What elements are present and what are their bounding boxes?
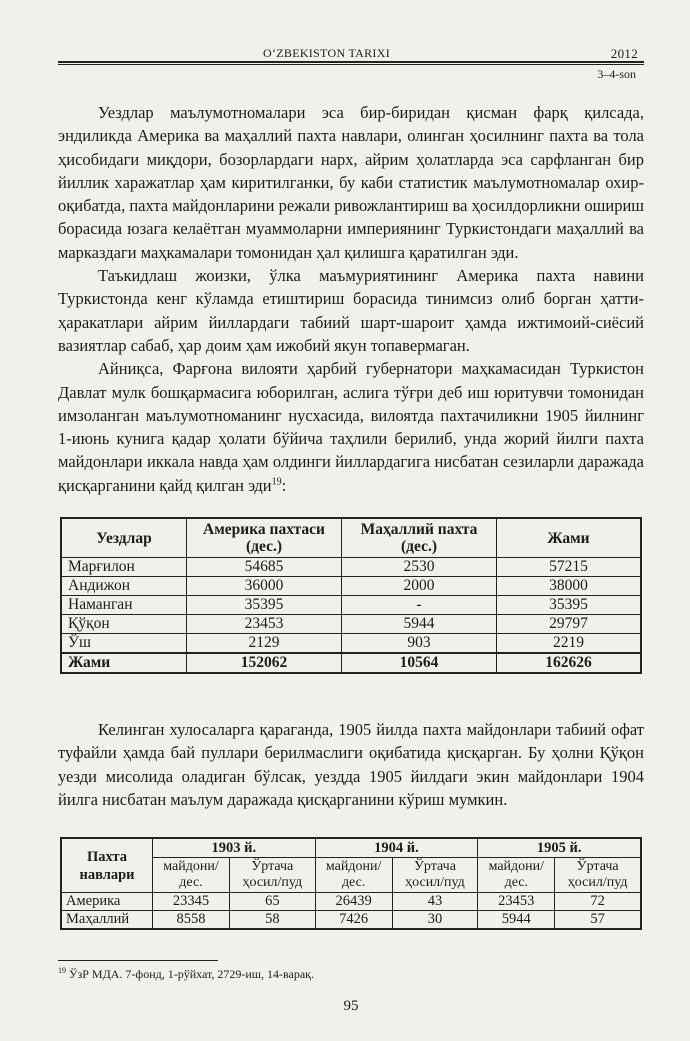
table-cell: 10564 xyxy=(342,653,497,673)
table-row xyxy=(61,577,641,596)
page-number: 95 xyxy=(343,998,359,1014)
table-cell: 43 xyxy=(392,893,478,911)
column-header: Америка пахтаси (дес.) xyxy=(187,518,342,558)
uezd-cotton-table xyxy=(60,517,642,674)
footnote-rule xyxy=(58,960,218,961)
year-header: 1905 й. xyxy=(478,838,641,858)
table-cell: Қўқон xyxy=(61,615,187,634)
table-cell: 903 xyxy=(342,634,497,654)
table-row xyxy=(61,911,641,930)
table-cell: Марғилон xyxy=(61,558,187,577)
table-cell: 72 xyxy=(555,893,641,911)
table-header-row xyxy=(61,518,641,558)
table-cell: 162626 xyxy=(497,653,642,673)
table-cell: 26439 xyxy=(315,893,392,911)
table-cell: 2219 xyxy=(497,634,642,654)
table-cell: 2530 xyxy=(342,558,497,577)
table-cell: 152062 xyxy=(187,653,342,673)
table-cell: 5944 xyxy=(478,911,555,930)
body-text-top xyxy=(58,101,644,497)
paragraph: Уездлар маълумотномалари эса бир-биридан қисман фарқ қилсада, эндиликда Америка ва маҳаллий пахта навлари, олинган ҳосилнинг пахта ва тола ҳисобидаги миқдори, бозорлардаги нарх, айрим ҳолатларда эса сарфланган бир йиллик харажатлар ҳам киритилганки, бу каби статистик маълумотномалар охир-оқибатда, пахта майдонларини режали ривожлантириш ва ҳосилдорликни ошириш борасида юзага келаётган муаммоларни империянинг Туркистондаги маҳаллий ва марказдаги маҳкамалари томонидан ҳал қилишга қаратилган эди. xyxy=(58,103,644,262)
table-cell: 38000 xyxy=(497,577,642,596)
subheader-cell: Ўртача ҳосил/пуд xyxy=(392,858,478,893)
table-cell: 54685 xyxy=(187,558,342,577)
journal-title: O‘ZBEKISTON TARIXI xyxy=(263,46,390,60)
subheader-cell: майдони/ дес. xyxy=(478,858,555,893)
column-header: Жами xyxy=(497,518,642,558)
paragraph: Айниқса, Фарғона вилояти ҳарбий губернатори маҳкамасидан Туркистон Давлат мулк бошқармасига юборилган, аслига тўғри деб иш юритувчи томонидан имзоланган маълумотноманинг нусхасида, вилоятда пахтачиликни 1905 йилнинг 1-июнь кунига қадар ҳолати бўйича таҳлили берилиб, унда жорий йилги пахта майдонлари иккала навда ҳам олдинги йиллардагига нисбатан сезиларли даражада қисқарганини қайд қилган эди$^{19}$: xyxy=(58,359,644,495)
subheader-cell: Ўртача ҳосил/пуд xyxy=(229,858,315,893)
body-text-bottom xyxy=(58,718,644,811)
column-header: Уездлар xyxy=(61,518,187,558)
table-cell: 7426 xyxy=(315,911,392,930)
table-cell: 57 xyxy=(555,911,641,930)
footnote-reference: 19 xyxy=(271,476,282,488)
issue-number: 3–4-son xyxy=(597,67,636,81)
table-cell: 30 xyxy=(392,911,478,930)
table-cell: Ўш xyxy=(61,634,187,654)
footnote-number: 19 xyxy=(58,966,66,975)
footnote-text: ЎзР МДА. 7-фонд, 1-рўйхат, 2729-иш, 14-варақ. xyxy=(69,967,314,981)
table-cell: 35395 xyxy=(497,596,642,615)
header-rule xyxy=(58,61,644,63)
table-cell: 36000 xyxy=(187,577,342,596)
paragraph: Таъкидлаш жоизки, ўлка маъмуриятининг Америка пахта навини Туркистонда кенг кўламда етиштириш борасида тинимсиз олиб борган ҳатти-ҳаракатлари айрим йиллардаги табиий шарт-шароит ҳамда ижтимоий-сиёсий вазиятлар сабаб, ҳар доим ҳам ижобий якун топавермаган. xyxy=(58,266,644,355)
year-header: 1904 й. xyxy=(315,838,478,858)
year-header: 1903 й. xyxy=(153,838,316,858)
paragraph: Келинган хулосаларга қараганда, 1905 йилда пахта майдонлари табиий офат туфайли ҳамда бай пуллари берилмаслиги оқибатида қисқарган. Бу ҳолни Қўқон уезди мисолида оладиган бўлсак, уездда 1905 йилдаги экин майдонлари 1904 йилга нисбатан маълум даражада қисқарганини кўриш мумкин. xyxy=(58,720,644,809)
table-row xyxy=(61,596,641,615)
table-cell: Маҳаллий xyxy=(61,911,153,930)
column-header: Маҳаллий пахта (дес.) xyxy=(342,518,497,558)
table-cell: 57215 xyxy=(497,558,642,577)
table-cell: 8558 xyxy=(153,911,230,930)
table-cell: 23453 xyxy=(478,893,555,911)
table-cell: 65 xyxy=(229,893,315,911)
footnote xyxy=(58,967,314,982)
table-cell: Наманган xyxy=(61,596,187,615)
corner-header: Пахта навлари xyxy=(61,838,153,893)
journal-year: 2012 xyxy=(610,46,638,61)
table-cell: 5944 xyxy=(342,615,497,634)
table-cell: Америка xyxy=(61,893,153,911)
paragraph-text: Айниқса, Фарғона вилояти ҳарбий губернатори маҳкамасидан Туркистон Давлат мулк бошқармасига юборилган, аслига тўғри деб иш юритувчи томонидан имзоланган маълумотноманинг нусхасида, вилоятда пахтачиликни 1905 йилнинг 1-июнь кунига қадар ҳолати бўйича таҳлили берилиб, унда жорий йилги пахта майдонлари иккала навда ҳам олдинги йиллардагига нисбатан сезиларли даражада қисқарганини қайд қилган эди xyxy=(58,359,644,495)
table-cell: - xyxy=(342,596,497,615)
table-cell: 23345 xyxy=(153,893,230,911)
table-row xyxy=(61,558,641,577)
table-cell: 2000 xyxy=(342,577,497,596)
table-row xyxy=(61,893,641,911)
kokand-yield-table xyxy=(60,837,642,930)
table-cell: 29797 xyxy=(497,615,642,634)
subheader-cell: майдони/ дес. xyxy=(315,858,392,893)
table-cell: Андижон xyxy=(61,577,187,596)
table-header-row xyxy=(61,838,641,858)
table-cell: Жами xyxy=(61,653,187,673)
subheader-cell: Ўртача ҳосил/пуд xyxy=(555,858,641,893)
subheader-cell: майдони/ дес. xyxy=(153,858,230,893)
table-cell: 35395 xyxy=(187,596,342,615)
table-row xyxy=(61,615,641,634)
table-cell: 23453 xyxy=(187,615,342,634)
header-rule-thin xyxy=(58,64,644,65)
table-row xyxy=(61,634,641,654)
table-total-row xyxy=(61,653,641,673)
table-cell: 2129 xyxy=(187,634,342,654)
table-cell: 58 xyxy=(229,911,315,930)
